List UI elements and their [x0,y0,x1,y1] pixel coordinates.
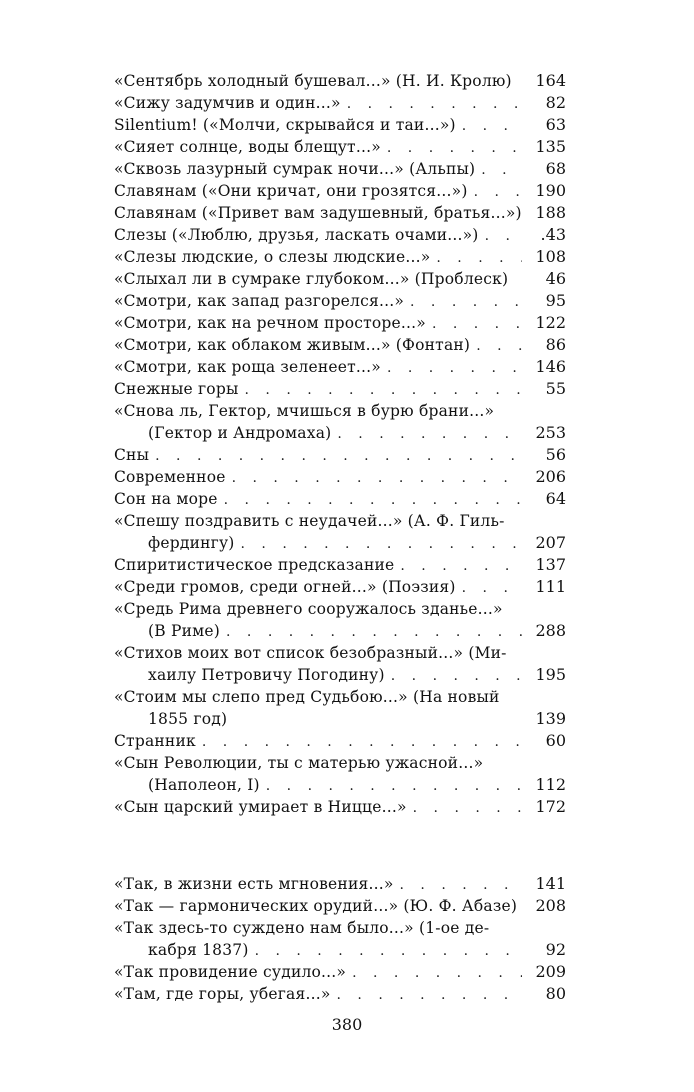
entry-title: кабря 1837) [148,941,249,959]
dot-leader [202,731,522,752]
entry-title: «Так, в жизни есть мгновения...» [114,875,394,893]
entry-title: «Сквозь лазурный сумрак ночи...» (Альпы) [114,160,476,178]
index-entry [114,488,566,510]
entry-page-number: 60 [545,731,566,750]
entry-title: «Среди громов, среди огней...» (Поэзия) [114,578,456,596]
entry-page-number: 56 [545,445,566,464]
index-entry [114,708,566,730]
entry-page-number: 86 [545,335,566,354]
index-entry [114,422,566,444]
entry-page-number: 146 [535,357,566,376]
index-entry [114,961,566,983]
entry-title: «Смотри, как роща зеленеет...» [114,358,381,376]
entry-title: Современное [114,468,226,486]
entry-page-number: 111 [535,577,566,596]
index-entry [114,290,566,312]
entry-page-number: 206 [535,467,566,486]
entry-title: «Там, где горы, убегая...» [114,985,331,1003]
entry-page-number: 55 [545,379,566,398]
entry-page-number: 122 [535,313,566,332]
dot-leader [347,93,522,114]
entry-title: (Наполеон, I) [148,776,260,794]
index-entry [114,312,566,334]
entry-page-number: 172 [535,797,566,816]
entry-title: Сон на море [114,490,218,508]
entry-title: «Смотри, как запад разгорелся...» [114,292,405,310]
entry-title: фердингу) [148,534,235,552]
entry-title: Странник [114,732,196,750]
dot-leader [352,962,522,983]
dot-leader [481,159,522,180]
entry-page-number: 135 [535,137,566,156]
entry-title: Славянам («Привет вам задушевный, братья...») [114,204,522,222]
entry-title: «Спешу поздравить с неудачей...» (А. Ф. Гиль- [114,512,505,530]
entry-title: «Так — гармонических орудий...» (Ю. Ф. Абазе) [114,897,518,915]
index-entry [114,268,566,290]
dot-leader [226,621,522,642]
entry-title: Снежные горы [114,380,239,398]
entry-page-number: .43 [540,225,566,244]
index-entry [114,158,566,180]
index-entry [114,598,566,620]
entry-title: «Сижу задумчив и один...» [114,94,341,112]
entry-title: «Слезы людские, о слезы людские...» [114,248,431,266]
index-entry [114,510,566,532]
index-entry [114,202,566,224]
entry-page-number: 195 [535,665,566,684]
index-entry [114,730,566,752]
dot-leader [387,137,522,158]
entry-title: хаилу Петровичу Погодину) [148,666,385,684]
index-entry [114,873,566,895]
index-entry [114,246,566,268]
entry-title: «Сын Революции, ты с матерью ужасной...» [114,754,484,772]
entry-title: «Слыхал ли в сумраке глубоком...» (Проблеск) [114,270,509,288]
entry-title: Сны [114,446,150,464]
dot-leader [413,797,522,818]
index-entry [114,70,566,92]
index-entry [114,576,566,598]
entry-page-number: 208 [535,896,566,915]
index-entry [114,378,566,400]
dot-leader [485,225,522,246]
entry-page-number: 63 [545,115,566,134]
index-entry [114,642,566,664]
index-entry [114,224,566,246]
index-entry [114,917,566,939]
entry-page-number: 82 [545,93,566,112]
dot-leader [474,181,522,202]
entry-page-number: 112 [535,775,566,794]
dot-leader [436,247,522,268]
entry-page-number: 68 [545,159,566,178]
dot-leader [155,445,522,466]
index-entry [114,114,566,136]
index-entry [114,686,566,708]
entry-page-number: 139 [535,709,566,728]
entry-title: Слезы («Люблю, друзья, ласкать очами...») [114,226,479,244]
entry-page-number: 108 [535,247,566,266]
index-entry [114,532,566,554]
entry-page-number: 164 [535,71,566,90]
index-entry [114,752,566,774]
index-entry [114,334,566,356]
dot-leader [245,379,522,400]
entry-title: «Средь Рима древнего сооружалось зданье...» [114,600,503,618]
entry-title: «Так провидение судило...» [114,963,347,981]
page-number: 380 [331,1015,363,1034]
entry-title: «Сентябрь холодный бушевал...» (Н. И. Кролю) [114,72,512,90]
index-entry [114,895,566,917]
dot-leader [266,775,522,796]
dot-leader [400,555,522,576]
dot-leader [432,313,522,334]
index-entry [114,774,566,796]
dot-leader [224,489,522,510]
index-entry [114,444,566,466]
index-entry [114,180,566,202]
entry-title: «Стоим мы слепо пред Судьбою...» (На новый [114,688,500,706]
entry-page-number: 92 [545,940,566,959]
dot-leader [232,467,522,488]
entry-title: «Стихов моих вот список безобразный...» (Ми- [114,644,507,662]
entry-page-number: 207 [535,533,566,552]
dot-leader [241,533,522,554]
entry-title: «Смотри, как облаком живым...» (Фонтан) [114,336,471,354]
index-entry [114,983,566,1005]
index-entry [114,92,566,114]
dot-leader [476,335,522,356]
dot-leader [462,577,522,598]
index-entry [114,796,566,818]
entry-page-number: 209 [535,962,566,981]
dot-leader [337,984,522,1005]
entry-title: «Смотри, как на речном просторе...» [114,314,426,332]
entry-page-number: 137 [535,555,566,574]
entry-page-number: 190 [535,181,566,200]
dot-leader [387,357,522,378]
index-section-t [114,873,566,1005]
index-entry [114,466,566,488]
entry-page-number: 46 [545,269,566,288]
index-entry [114,664,566,686]
entry-page-number: 141 [535,874,566,893]
index-entry [114,400,566,422]
entry-title: Silentium! («Молчи, скрывайся и таи...») [114,116,456,134]
dot-leader [337,423,522,444]
index-entry [114,136,566,158]
index-entry [114,554,566,576]
entry-page-number: 80 [545,984,566,1003]
entry-title: «Сын царский умирает в Ницце...» [114,798,407,816]
entry-page-number: 288 [535,621,566,640]
entry-page-number: 95 [545,291,566,310]
dot-leader [400,874,522,895]
dot-leader [410,291,522,312]
entry-page-number: 64 [545,489,566,508]
entry-title: «Так здесь-то суждено нам было...» (1-ое де- [114,919,490,937]
index-entry [114,620,566,642]
dot-leader [255,940,522,961]
dot-leader [391,665,522,686]
entry-title: Спиритистическое предсказание [114,556,395,574]
index-entry [114,939,566,961]
dot-leader [462,115,522,136]
entry-title: (Гектор и Андромаха) [148,424,332,442]
entry-title: 1855 год) [148,710,228,728]
entry-title: «Сияет солнце, воды блещут...» [114,138,381,156]
entry-title: (В Риме) [148,622,221,640]
entry-title: Славянам («Они кричат, они грозятся...») [114,182,468,200]
index-section-s [114,70,566,818]
entry-page-number: 253 [535,423,566,442]
entry-page-number: 188 [535,203,566,222]
index-entry [114,356,566,378]
entry-title: «Снова ль, Гектор, мчишься в бурю брани...» [114,402,495,420]
